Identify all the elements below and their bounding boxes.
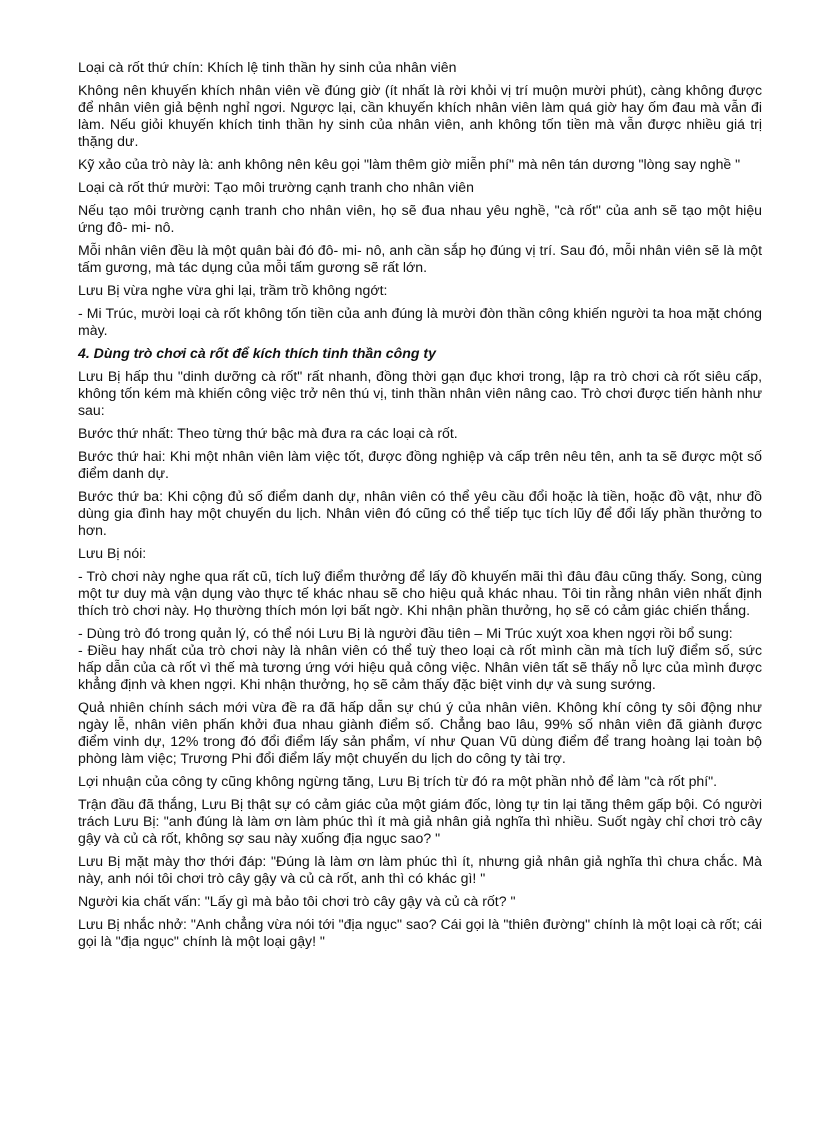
paragraph: Nếu tạo môi trường cạnh tranh cho nhân viên, họ sẽ đua nhau yêu nghề, "cà rốt" của anh sẽ tạo một hiệu ứng đô- mi- nô.: [78, 202, 762, 235]
paragraph: Quả nhiên chính sách mới vừa đề ra đã hấp dẫn sự chú ý của nhân viên. Không khí công ty sôi động như ngày lễ, nhân viên phấn khởi đua nhau giành điểm số. Chẳng bao lâu, 99% số nhân viên đã giành được điểm vinh dự, 12% trong đó đổi điểm lấy sản phẩm, ví như Quan Vũ dùng điểm để trang hoàng lại toàn bộ phòng làm việc; Trương Phi đổi điểm lấy một chuyến du lịch do công ty tài trợ.: [78, 699, 762, 766]
paragraph: Bước thứ ba: Khi cộng đủ số điểm danh dự, nhân viên có thể yêu cầu đổi hoặc là tiền, hoặc đồ vật, như đồ dùng gia đình hay một chuyến du lịch. Nhân viên đó cũng có thể tiếp tục tích lũy để đổi lấy phần thưởng to hơn.: [78, 488, 762, 538]
paragraph: Bước thứ nhất: Theo từng thứ bậc mà đưa ra các loại cà rốt.: [78, 425, 458, 441]
paragraph: Loại cà rốt thứ chín: Khích lệ tinh thần hy sinh của nhân viên: [78, 59, 457, 75]
paragraph: Kỹ xảo của trò này là: anh không nên kêu gọi "làm thêm giờ miễn phí" mà nên tán dương "lòng say nghề ": [78, 156, 741, 172]
paragraph: Lưu Bị nói:: [78, 545, 147, 561]
paragraph: Loại cà rốt thứ mười: Tạo môi trường cạnh tranh cho nhân viên: [78, 179, 474, 195]
paragraph: Lợi nhuận của công ty cũng không ngừng tăng, Lưu Bị trích từ đó ra một phần nhỏ để làm "cà rốt phí".: [78, 773, 718, 789]
paragraph: Trận đầu đã thắng, Lưu Bị thật sự có cảm giác của một giám đốc, lòng tự tin lại tăng thêm gấp bội. Có người trách Lưu Bị: "anh đúng là làm ơn làm phúc thì ít mà giả nhân giả nghĩa thì nhiều. Suốt ngày chỉ chơi trò cây gậy và củ cà rốt, không sợ sau này xuống địa ngục sao? ": [78, 796, 762, 846]
document-page: [78, 59, 762, 956]
paragraph: Mỗi nhân viên đều là một quân bài đó đô- mi- nô, anh cần sắp họ đúng vị trí. Sau đó, mỗi nhân viên sẽ là một tấm gương, mà tác dụng của mỗi tấm gương sẽ rất lớn.: [78, 242, 762, 275]
section-heading: 4. Dùng trò chơi cà rốt để kích thích tinh thần công ty: [78, 345, 436, 361]
paragraph: Lưu Bị mặt mày thơ thới đáp: "Đúng là làm ơn làm phúc thì ít, nhưng giả nhân giả nghĩa thì chưa chắc. Mà này, anh nói tôi chơi trò cây gậy và củ cà rốt, anh thì có khác gì! ": [78, 853, 762, 886]
paragraph: Không nên khuyến khích nhân viên về đúng giờ (ít nhất là rời khỏi vị trí muộn mười phút), càng không được để nhân viên giả bệnh nghỉ ngơi. Ngược lại, cần khuyến khích nhân viên làm quá giờ hay ốm đau mà vẫn đi làm. Nếu giỏi khuyến khích tinh thần hy sinh của nhân viên, anh không tốn tiền mà vẫn được nhiều giá trị thặng dư.: [78, 82, 762, 149]
paragraph: Lưu Bị vừa nghe vừa ghi lại, trầm trồ không ngớt:: [78, 282, 388, 298]
paragraph: - Trò chơi này nghe qua rất cũ, tích luỹ điểm thưởng để lấy đồ khuyến mãi thì đâu đâu cũng thấy. Song, cùng một tư duy mà vận dụng vào thực tế khác nhau sẽ cho hiệu quả khác nhau. Tôi tin rằng nhân viên nhất định thích trò chơi này. Họ thường thích món lợi bất ngờ. Khi nhận phần thưởng, họ sẽ có cảm giác chiến thắng.: [78, 568, 762, 618]
paragraph: - Điều hay nhất của trò chơi này là nhân viên có thể tuỳ theo loại cà rốt mình cần mà tích luỹ điểm số, sức hấp dẫn của cà rốt vì thế mà tương ứng với hiệu quả công việc. Nhân viên tất sẽ thấy nỗ lực của mình được khẳng định và khen ngợi. Khi nhận thưởng, họ sẽ cảm thấy đặc biệt vinh dự và sung sướng.: [78, 642, 762, 692]
paragraph: Bước thứ hai: Khi một nhân viên làm việc tốt, được đồng nghiệp và cấp trên nêu tên, anh ta sẽ được một số điểm danh dự.: [78, 448, 762, 481]
paragraph: Lưu Bị hấp thu "dinh dưỡng cà rốt" rất nhanh, đồng thời gạn đục khơi trong, lập ra trò chơi cà rốt siêu cấp, không tốn kém mà khiến công việc trở nên thú vị, tinh thần nhân viên nâng cao. Trò chơi được tiến hành như sau:: [78, 368, 762, 418]
paragraph: Lưu Bị nhắc nhở: "Anh chẳng vừa nói tới "địa ngục" sao? Cái gọi là "thiên đường" chính là một loại cà rốt; cái gọi là "địa ngục" chính là một loại gậy! ": [78, 916, 762, 949]
paragraph: Người kia chất vấn: "Lấy gì mà bảo tôi chơi trò cây gậy và củ cà rốt? ": [78, 893, 516, 909]
paragraph: - Mi Trúc, mười loại cà rốt không tốn tiền của anh đúng là mười đòn thần công khiến người ta hoa mặt chóng mày.: [78, 305, 762, 338]
paragraph: - Dùng trò đó trong quản lý, có thể nói Lưu Bị là người đầu tiên – Mi Trúc xuýt xoa khen ngợi rồi bổ sung:: [78, 625, 733, 641]
